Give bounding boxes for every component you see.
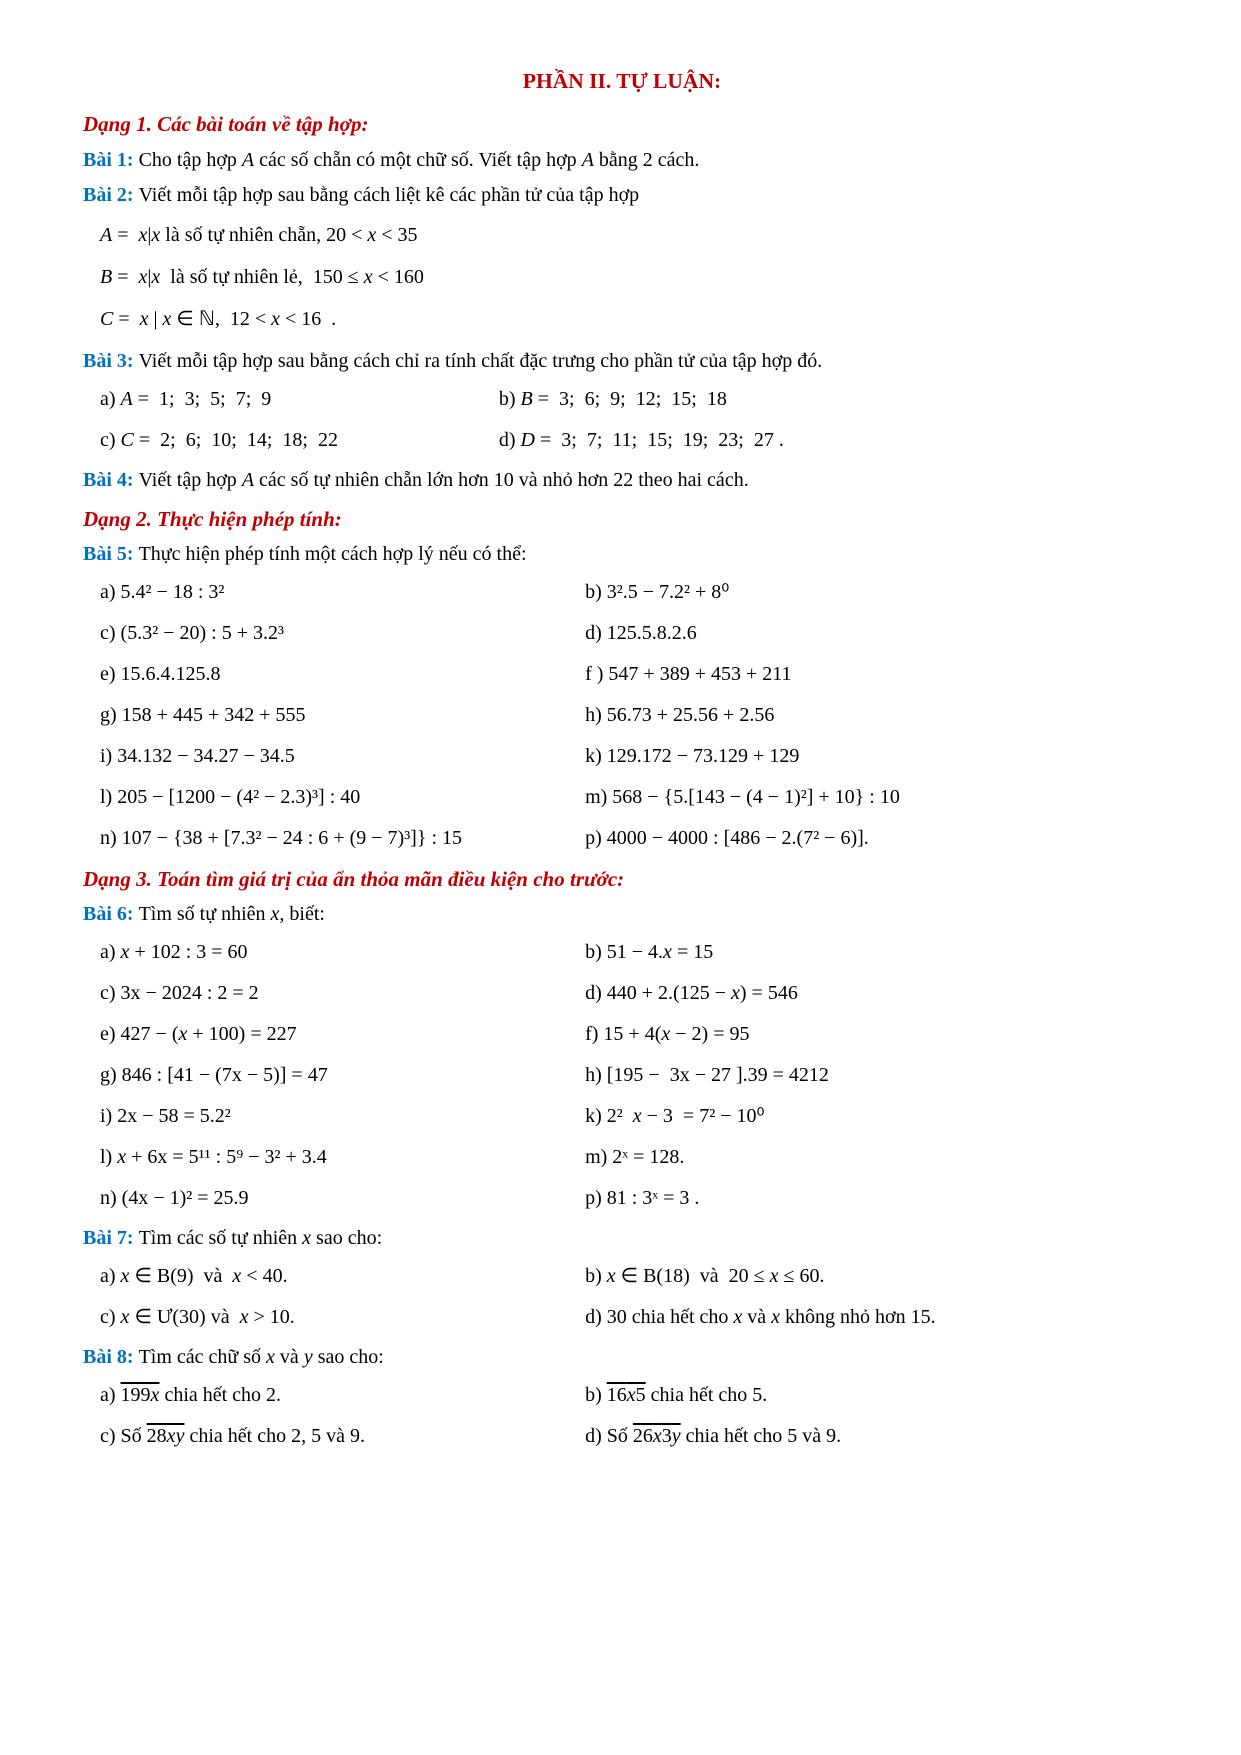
- cell-text: chia hết cho 5.: [645, 1384, 768, 1407]
- problem-grid: [83, 578, 1161, 853]
- grid-cell: b) B = 3; 6; 9; 12; 15; 18: [498, 387, 727, 410]
- grid-cell: a) A = 1; 3; 5; 7; 9: [100, 387, 272, 410]
- problem-text: Thực hiện phép tính một cách hợp lý nếu có thể:: [138, 543, 527, 566]
- math-line: B = x|x là số tự nhiên lẻ, 150 ≤ x < 160: [100, 265, 424, 288]
- problem-grid: [83, 938, 1161, 1213]
- problem-text: Viết mỗi tập hợp sau bằng cách chỉ ra tính chất đặc trưng cho phần tử của tập hợp đó.: [138, 349, 823, 372]
- grid-cell: c) (5.3² − 20) : 5 + 3.2³: [100, 622, 284, 645]
- problem-paragraph: [83, 1224, 1161, 1253]
- grid-cell: h) [195 − 3x − 27 ].39 = 4212: [585, 1064, 829, 1087]
- cell-text: d) Số: [585, 1425, 633, 1448]
- cell-text: chia hết cho 2, 5 và 9.: [184, 1425, 365, 1448]
- overline-number: 28xy: [146, 1425, 185, 1448]
- problem-text: Cho tập hợp A các số chẵn có một chữ số. Viết tập hợp A bằng 2 cách.: [138, 148, 700, 171]
- grid-cell: i) 34.132 − 34.27 − 34.5: [100, 745, 295, 768]
- math-line: C = x | x ∈ ℕ, 12 < x < 16 .: [100, 307, 337, 330]
- problem-grid: [83, 1381, 1161, 1451]
- grid-cell: d) 30 chia hết cho x và x không nhỏ hơn 15.: [585, 1306, 936, 1329]
- grid-cell: i) 2x − 58 = 5.2²: [100, 1105, 231, 1128]
- problem-paragraph: [83, 466, 1161, 495]
- problem-text: Tìm các số tự nhiên x sao cho:: [138, 1227, 383, 1250]
- grid-cell: f ) 547 + 389 + 453 + 211: [585, 663, 792, 686]
- cell-text: chia hết cho 5 và 9.: [680, 1425, 842, 1448]
- grid-cell: g) 158 + 445 + 342 + 555: [100, 704, 306, 727]
- problem-text: Viết mỗi tập hợp sau bằng cách liệt kê các phần tử của tập hợp: [138, 183, 640, 206]
- problem-label: Bài 7:: [83, 1227, 134, 1250]
- grid-cell: k) 129.172 − 73.129 + 129: [585, 745, 800, 768]
- problem-label: Bài 8:: [83, 1346, 134, 1369]
- problem-paragraph: [83, 181, 1161, 210]
- grid-cell: [568, 1381, 1161, 1410]
- problem-text: Tìm các chữ số x và y sao cho:: [138, 1346, 384, 1369]
- problem-paragraph: [83, 146, 1161, 175]
- grid-cell: b) 51 − 4.x = 15: [585, 941, 714, 964]
- grid-cell: c) C = 2; 6; 10; 14; 18; 22: [100, 428, 338, 451]
- problem-text: Viết tập hợp A các số tự nhiên chẵn lớn hơn 10 và nhỏ hơn 22 theo hai cách.: [138, 468, 749, 491]
- grid-cell: b) x ∈ B(18) và 20 ≤ x ≤ 60.: [585, 1265, 825, 1288]
- document-title: PHẦN II. TỰ LUẬN:: [522, 69, 722, 93]
- problem-label: Bài 3:: [83, 349, 134, 372]
- problem-label: Bài 5:: [83, 543, 134, 566]
- grid-cell: d) 125.5.8.2.6: [585, 622, 697, 645]
- grid-cell: m) 2ˣ = 128.: [585, 1146, 685, 1169]
- grid-cell: c) 3x − 2024 : 2 = 2: [100, 982, 259, 1005]
- cell-text: a): [100, 1384, 121, 1407]
- grid-cell: g) 846 : [41 − (7x − 5)] = 47: [100, 1064, 328, 1087]
- cell-text: b): [585, 1384, 607, 1407]
- problem-paragraph: [83, 347, 1161, 376]
- math-line: A = x|x là số tự nhiên chẵn, 20 < x < 35: [100, 223, 418, 246]
- document-content: [83, 66, 1161, 1451]
- grid-cell: [568, 1422, 1161, 1451]
- problem-label: Bài 4:: [83, 468, 134, 491]
- grid-cell: [83, 1381, 568, 1410]
- grid-cell: c) x ∈ Ư(30) và x > 10.: [100, 1306, 295, 1329]
- section-heading: Dạng 2. Thực hiện phép tính:: [83, 506, 342, 531]
- grid-cell: l) 205 − [1200 − (4² − 2.3)³] : 40: [100, 786, 361, 809]
- problem-paragraph: [83, 900, 1161, 929]
- grid-cell: [83, 1422, 568, 1451]
- grid-cell: a) x ∈ B(9) và x < 40.: [100, 1265, 288, 1288]
- grid-cell: m) 568 − {5.[143 − (4 − 1)²] + 10} : 10: [585, 786, 900, 809]
- grid-cell: n) (4x − 1)² = 25.9: [100, 1187, 249, 1210]
- grid-cell: h) 56.73 + 25.56 + 2.56: [585, 704, 775, 727]
- problem-text: Tìm số tự nhiên x, biết:: [138, 903, 325, 926]
- problem-label: Bài 6:: [83, 903, 134, 926]
- grid-cell: p) 81 : 3ˣ = 3 .: [585, 1187, 700, 1210]
- overline-number: 26x3y: [632, 1425, 681, 1448]
- grid-cell: b) 3².5 − 7.2² + 8⁰: [585, 581, 730, 604]
- grid-cell: n) 107 − {38 + [7.3² − 24 : 6 + (9 − 7)³]} : 15: [100, 827, 463, 850]
- cell-text: c) Số: [100, 1425, 147, 1448]
- problem-paragraph: [83, 1343, 1161, 1372]
- grid-cell: k) 2² x − 3 = 7² − 10⁰: [585, 1105, 765, 1128]
- grid-cell: e) 427 − (x + 100) = 227: [100, 1023, 297, 1046]
- section-heading: Dạng 3. Toán tìm giá trị của ẩn thỏa mãn điều kiện cho trước:: [83, 867, 625, 892]
- overline-number: 199x: [120, 1384, 160, 1407]
- grid-cell: e) 15.6.4.125.8: [100, 663, 221, 686]
- grid-cell: f) 15 + 4(x − 2) = 95: [585, 1023, 750, 1046]
- problem-grid: [83, 1262, 1161, 1332]
- problem-label: Bài 1:: [83, 148, 134, 171]
- overline-number: 16x5: [606, 1384, 646, 1407]
- cell-text: chia hết cho 2.: [159, 1384, 282, 1407]
- grid-cell: p) 4000 − 4000 : [486 − 2.(7² − 6)].: [585, 827, 869, 850]
- grid-cell: a) x + 102 : 3 = 60: [100, 941, 248, 964]
- grid-cell: d) 440 + 2.(125 − x) = 546: [585, 982, 798, 1005]
- grid-cell: a) 5.4² − 18 : 3²: [100, 581, 225, 604]
- problem-label: Bài 2:: [83, 183, 134, 206]
- grid-cell: d) D = 3; 7; 11; 15; 19; 23; 27 .: [498, 428, 784, 451]
- problem-paragraph: [83, 540, 1161, 569]
- problem-grid: [83, 385, 1161, 455]
- grid-cell: l) x + 6x = 5¹¹ : 5⁹ − 3² + 3.4: [100, 1146, 327, 1169]
- section-heading: Dạng 1. Các bài toán về tập hợp:: [83, 112, 369, 137]
